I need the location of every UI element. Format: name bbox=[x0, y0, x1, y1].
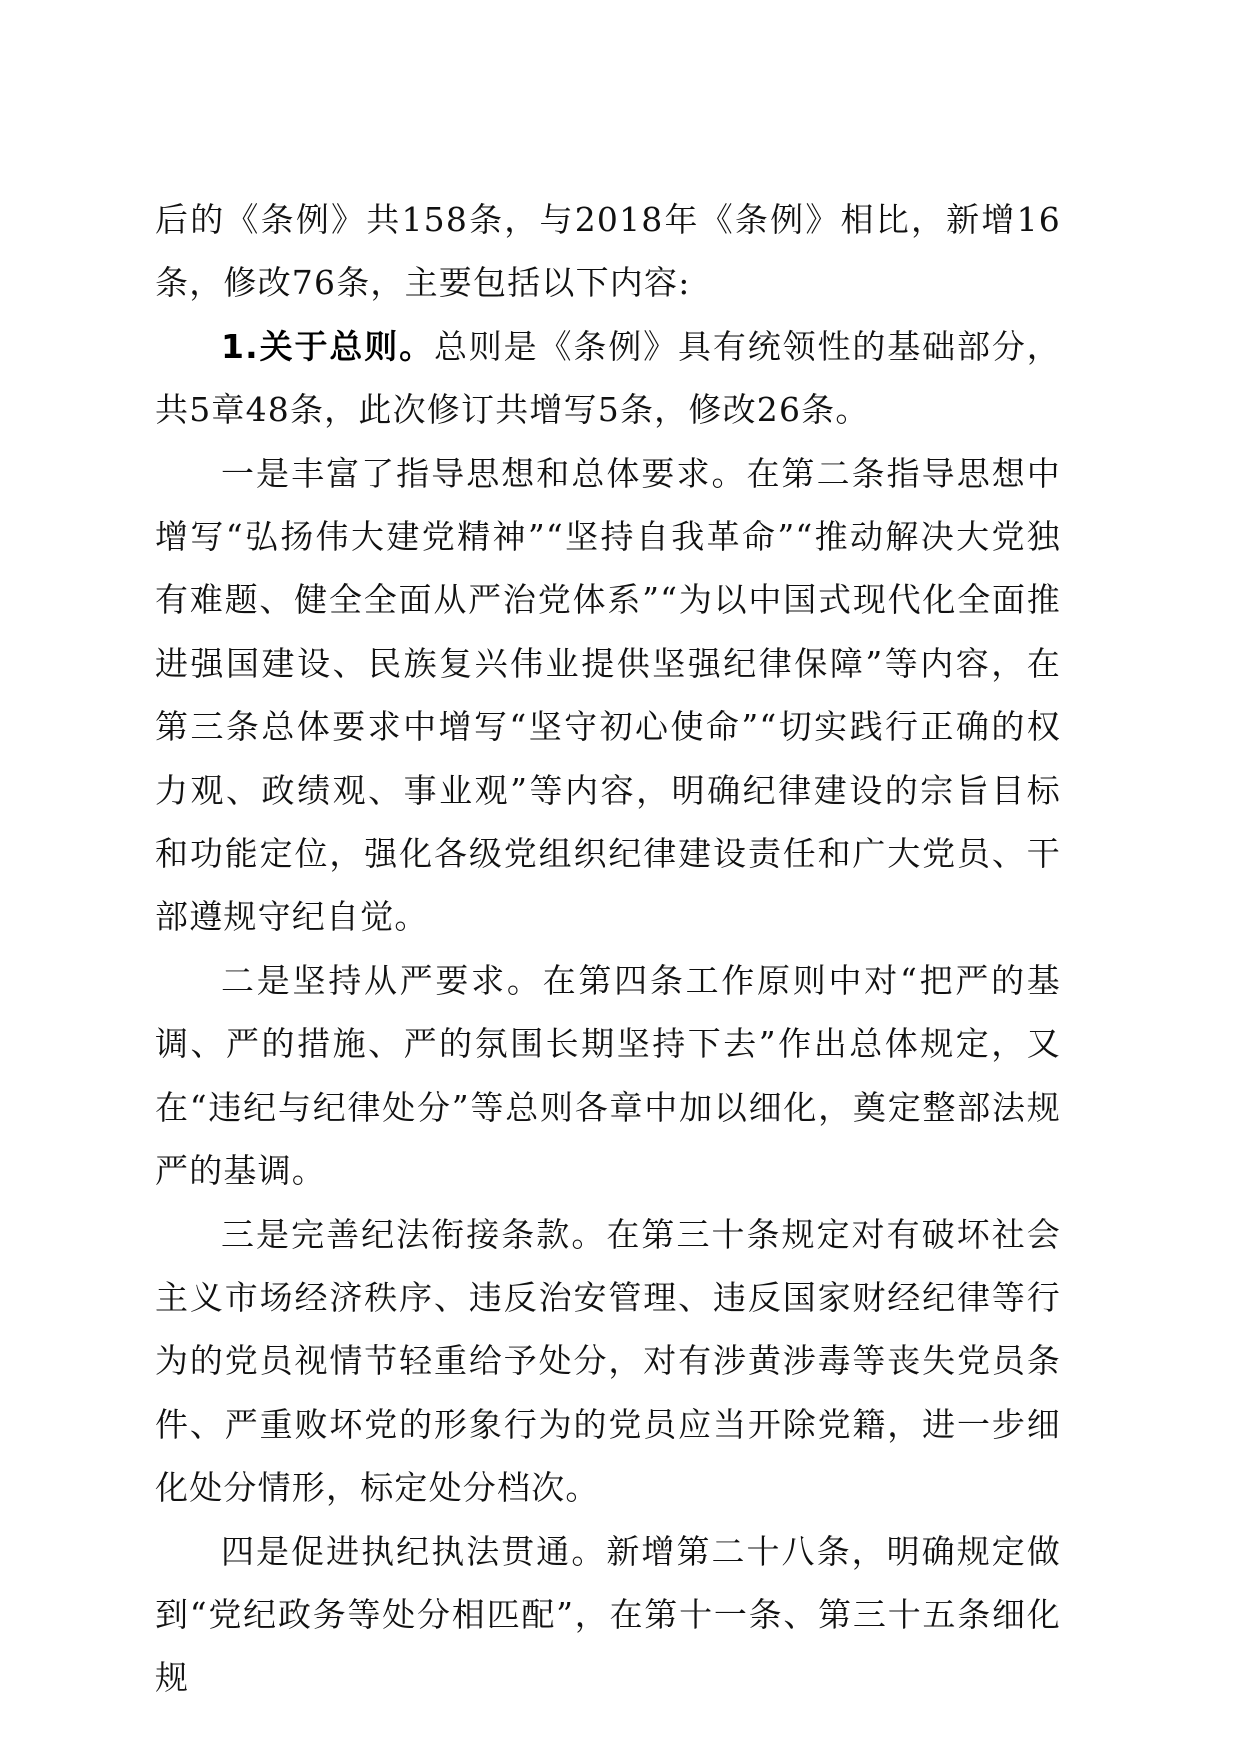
document-body bbox=[155, 188, 1061, 1710]
paragraph-2 bbox=[155, 315, 1061, 442]
paragraph-4-text: 二是坚持从严要求。在第四条工作原则中对“把严的基调、严的措施、严的氛围长期坚持下去”作出总体规定，又在“违纪与纪律处分”等总则各章中加以细化，奠定整部法规严的基调。 bbox=[155, 960, 1061, 1191]
paragraph-1 bbox=[155, 188, 1061, 315]
paragraph-4 bbox=[155, 949, 1061, 1203]
paragraph-6-text: 四是促进执纪执法贯通。新增第二十八条，明确规定做到“党纪政务等处分相匹配”，在第十一条、第三十五条细化规 bbox=[155, 1531, 1061, 1698]
paragraph-1-text: 后的《条例》共158条，与2018年《条例》相比，新增16条，修改76条，主要包括以下内容: bbox=[155, 200, 1061, 303]
paragraph-5 bbox=[155, 1203, 1061, 1520]
paragraph-2-text: 总则是《条例》具有统领性的基础部分，共5章48条，此次修订共增写5条，修改26条。 bbox=[155, 326, 1061, 430]
section-heading-general-provisions: 1.关于总则。 bbox=[221, 326, 434, 366]
paragraph-3 bbox=[155, 442, 1061, 949]
paragraph-3-text: 一是丰富了指导思想和总体要求。在第二条指导思想中增写“弘扬伟大建党精神”“坚持自我革命”“推动解决大党独有难题、健全全面从严治党体系”“为以中国式现代化全面推进强国建设、民族复兴伟业提供坚强纪律保障”等内容，在第三条总体要求中增写“坚守初心使命”“切实践行正确的权力观、政绩观、事业观”等内容，明确纪律建设的宗旨目标和功能定位，强化各级党组织纪律建设责任和广大党员、干部遵规守纪自觉。 bbox=[155, 453, 1061, 937]
paragraph-5-text: 三是完善纪法衔接条款。在第三十条规定对有破坏社会主义市场经济秩序、违反治安管理、违反国家财经纪律等行为的党员视情节轻重给予处分，对有涉黄涉毒等丧失党员条件、严重败坏党的形象行为的党员应当开除党籍，进一步细化处分情形，标定处分档次。 bbox=[155, 1214, 1061, 1508]
paragraph-6 bbox=[155, 1520, 1061, 1710]
